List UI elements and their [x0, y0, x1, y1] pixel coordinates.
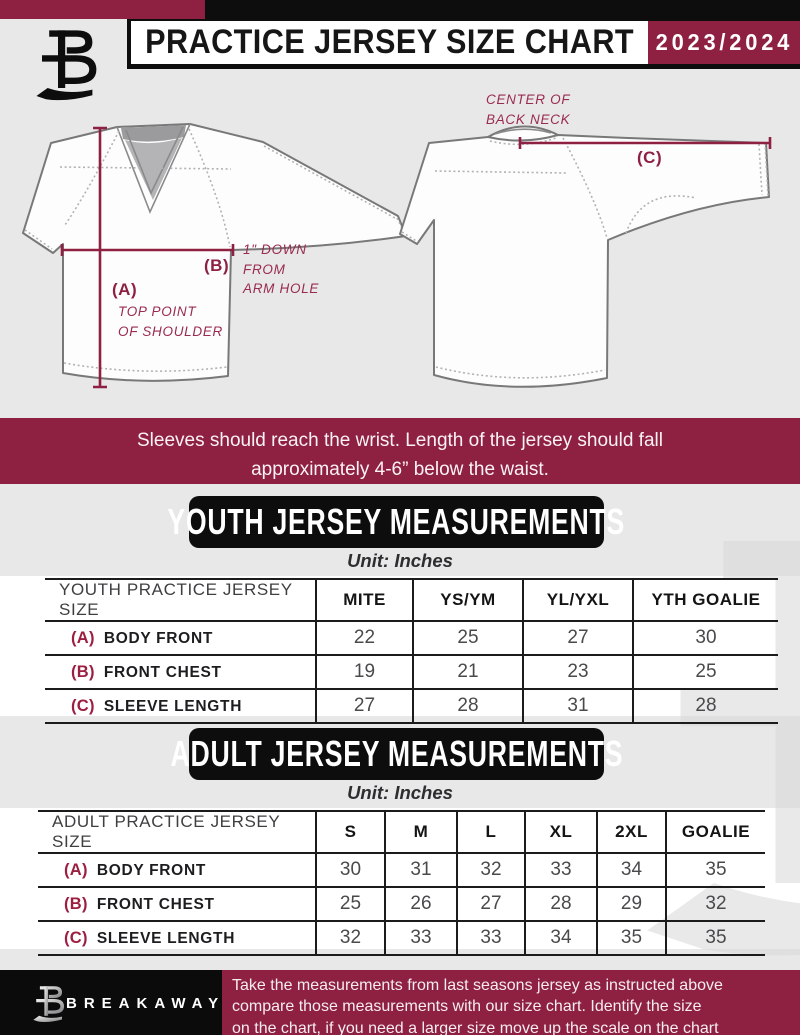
- youth-col-mite: MITE: [316, 579, 413, 621]
- cell: 33: [385, 921, 457, 955]
- adult-row-body-front: [38, 853, 765, 887]
- adult-size-table: [38, 810, 765, 956]
- label-c-key: (C): [637, 148, 663, 167]
- youth-col-ylyxl: YL/YXL: [523, 579, 633, 621]
- adult-col-2xl: 2XL: [597, 811, 666, 853]
- cell: 21: [413, 655, 523, 689]
- cell: 25: [413, 621, 523, 655]
- youth-size-table: [45, 578, 778, 724]
- cell: 35: [666, 921, 765, 955]
- adult-size-row-label: ADULT PRACTICE JERSEY SIZE: [38, 811, 316, 853]
- label-a-note: [118, 302, 223, 341]
- breakaway-footer-logo-icon: [30, 983, 67, 1024]
- adult-unit-label: Unit: Inches: [347, 782, 453, 803]
- cell: 35: [597, 921, 666, 955]
- youth-section-heading-box: [167, 496, 626, 548]
- page-title-box: [131, 21, 648, 64]
- youth-col-ysym: YS/YM: [413, 579, 523, 621]
- header-maroon-strip: [0, 0, 205, 19]
- footer-instructions-line1: Take the measurements from last seasons jersey as instructed above: [232, 977, 723, 994]
- cell: 32: [316, 921, 385, 955]
- season-badge: [648, 21, 800, 64]
- row-label: FRONT CHEST: [103, 663, 222, 681]
- row-key: (A): [64, 860, 88, 879]
- row-label: SLEEVE LENGTH: [103, 697, 243, 715]
- cell: 28: [413, 689, 523, 723]
- adult-col-l: L: [457, 811, 525, 853]
- youth-section-heading: YOUTH JERSEY MEASUREMENTS: [167, 501, 626, 542]
- cell: 22: [316, 621, 413, 655]
- row-key: (A): [71, 628, 95, 647]
- row-label: FRONT CHEST: [96, 895, 215, 913]
- cell: 35: [666, 853, 765, 887]
- label-c-note-line2: BACK NECK: [486, 111, 571, 127]
- cell: 31: [523, 689, 633, 723]
- adult-col-goalie: GOALIE: [666, 811, 765, 853]
- cell: 27: [316, 689, 413, 723]
- season-label: 2023/2024: [655, 29, 793, 55]
- measurement-lines-overlay: [0, 70, 800, 418]
- cell: 30: [633, 621, 778, 655]
- fit-note-line1: Sleeves should reach the wrist. Length of the jersey should fall: [137, 430, 663, 451]
- cell: 34: [525, 921, 597, 955]
- footer-instructions: [232, 975, 794, 1035]
- youth-row-body-front: [45, 621, 778, 655]
- label-b-note-line3: ARM HOLE: [243, 281, 320, 296]
- row-key: (C): [71, 696, 95, 715]
- label-b-key: (B): [204, 256, 230, 275]
- page-title: PRACTICE JERSEY SIZE CHART: [145, 23, 634, 61]
- cell: 28: [525, 887, 597, 921]
- adult-col-s: S: [316, 811, 385, 853]
- label-a-key: (A): [112, 280, 138, 299]
- cell: 23: [523, 655, 633, 689]
- row-label: BODY FRONT: [103, 629, 214, 647]
- youth-size-row-label: YOUTH PRACTICE JERSEY SIZE: [45, 579, 316, 621]
- row-key: (B): [64, 894, 88, 913]
- adult-section-heading-box: [170, 728, 623, 780]
- cell: 27: [523, 621, 633, 655]
- adult-row-sleeve-length: [38, 921, 765, 955]
- youth-table-header-row: [45, 579, 778, 621]
- label-b-note-line1: 1" DOWN: [243, 242, 307, 257]
- cell: 29: [597, 887, 666, 921]
- cell: 27: [457, 887, 525, 921]
- cell: 26: [385, 887, 457, 921]
- label-b-note-line2: FROM: [243, 261, 286, 277]
- youth-col-goalie: YTH GOALIE: [633, 579, 778, 621]
- cell: 33: [457, 921, 525, 955]
- label-a-note-line1: TOP POINT: [118, 304, 197, 319]
- adult-col-m: M: [385, 811, 457, 853]
- youth-row-front-chest: [45, 655, 778, 689]
- footer-instructions-line3: on the chart, if you need a larger size move up the scale on the chart: [232, 1019, 719, 1035]
- label-a-note-line2: OF SHOULDER: [118, 323, 223, 339]
- youth-unit-label: Unit: Inches: [347, 550, 453, 571]
- row-key: (B): [71, 662, 95, 681]
- footer-instructions-line2: compare those measurements with our size chart. Identify the size: [232, 998, 702, 1016]
- row-label: SLEEVE LENGTH: [96, 929, 236, 947]
- adult-table-header-row: [38, 811, 765, 853]
- row-key: (C): [64, 928, 88, 947]
- brand-name: BREAKAWAY: [66, 995, 226, 1012]
- cell: 32: [457, 853, 525, 887]
- cell: 25: [633, 655, 778, 689]
- fit-note-banner: [0, 418, 800, 484]
- cell: 33: [525, 853, 597, 887]
- label-c-note: [486, 90, 570, 129]
- row-label: BODY FRONT: [96, 861, 207, 879]
- youth-row-sleeve-length: [45, 689, 778, 723]
- cell: 32: [666, 887, 765, 921]
- cell: 34: [597, 853, 666, 887]
- cell: 28: [633, 689, 778, 723]
- adult-row-front-chest: [38, 887, 765, 921]
- cell: 31: [385, 853, 457, 887]
- cell: 30: [316, 853, 385, 887]
- cell: 25: [316, 887, 385, 921]
- cell: 19: [316, 655, 413, 689]
- adult-section-heading: ADULT JERSEY MEASUREMENTS: [170, 733, 623, 774]
- label-b-note: [243, 240, 319, 299]
- adult-col-xl: XL: [525, 811, 597, 853]
- fit-note-line2: approximately 4-6” below the waist.: [251, 459, 549, 480]
- label-c-note-line1: CENTER OF: [486, 92, 571, 107]
